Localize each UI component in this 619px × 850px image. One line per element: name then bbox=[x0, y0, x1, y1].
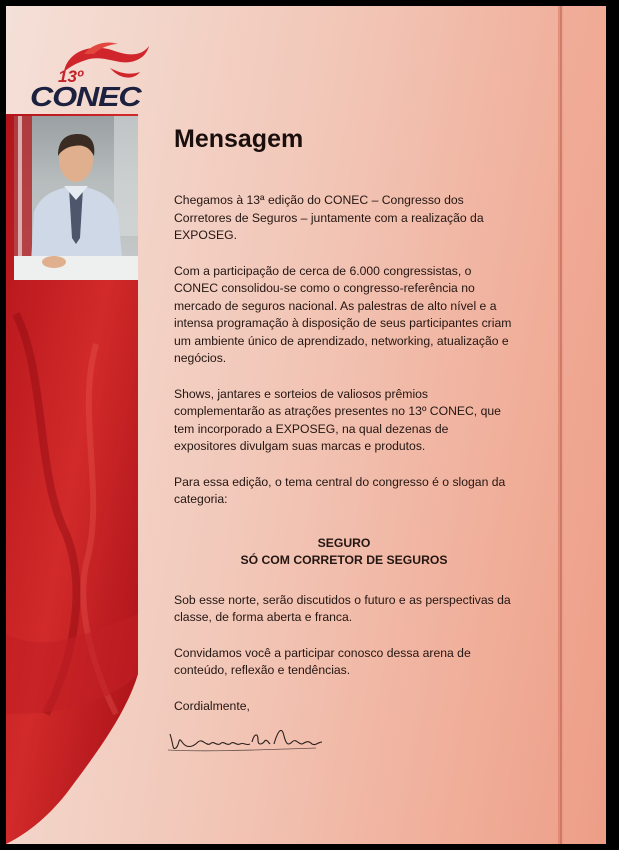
paragraph: Chegamos à 13ª edição do CONEC – Congresso dos Corretores de Seguros – juntamente com a realização da EXPOSEG. bbox=[174, 193, 484, 242]
slogan bbox=[174, 535, 514, 570]
conec-logo bbox=[6, 6, 151, 118]
paragraph: Shows, jantares e sorteios de valiosos prêmios complementarão as atrações presentes no 13º CONEC, que tem incorporado a EXPOSEG, na qual dezenas de expositores divulgam suas marcas e produtos. bbox=[174, 386, 501, 453]
logo-name: CONEC bbox=[30, 81, 141, 112]
page-title: Mensagem bbox=[174, 125, 304, 153]
brochure-page bbox=[6, 6, 606, 844]
message-content bbox=[174, 124, 514, 733]
paragraph: Convidamos você a participar conosco dessa arena de conteúdo, reflexão e tendências. bbox=[174, 645, 471, 677]
portrait-photo bbox=[14, 116, 138, 280]
paragraph: Para essa edição, o tema central do congresso é o slogan da categoria: bbox=[174, 474, 506, 506]
slogan-line-2: SÓ COM CORRETOR DE SEGUROS bbox=[240, 553, 448, 567]
handwritten-signature bbox=[166, 720, 326, 760]
paragraph: Com a participação de cerca de 6.000 congressistas, o CONEC consolidou-se como o congresso-referência no mercado de seguros nacional. As palestras de alto nível e a intensa programação à disposição de seus participantes criam um ambiente único de aprendizado, networking, atualização e negócios. bbox=[174, 263, 512, 365]
page-fold-shadow bbox=[558, 6, 606, 844]
person-figure bbox=[14, 116, 138, 280]
paragraph: Sob esse norte, serão discutidos o futuro e as perspectivas da classe, de forma aberta e franca. bbox=[174, 592, 511, 624]
sign-off: Cordialmente, bbox=[174, 698, 250, 713]
slogan-line-1: SEGURO bbox=[317, 535, 371, 550]
page-fold-line bbox=[560, 6, 562, 844]
logo-edition: 13º bbox=[58, 67, 84, 86]
